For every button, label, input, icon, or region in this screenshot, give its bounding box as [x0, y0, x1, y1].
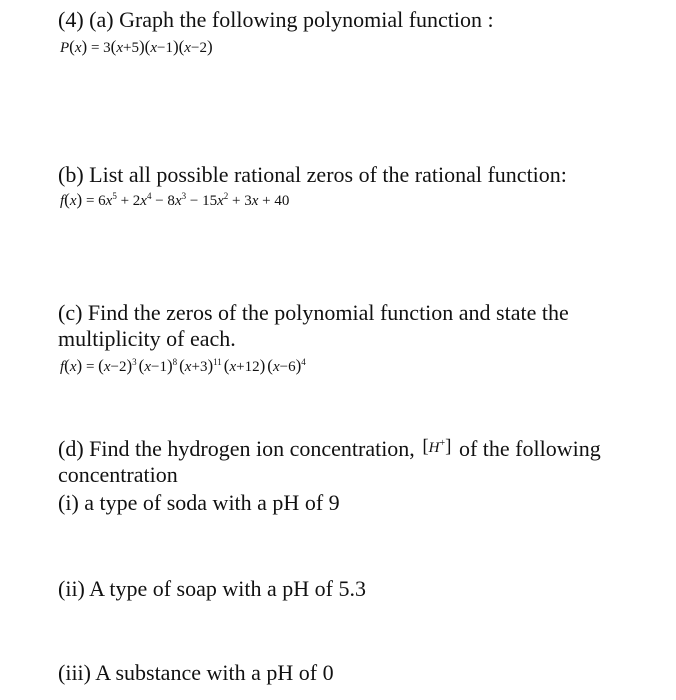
factor: $(x-6)^4$ [267, 356, 306, 375]
variable: x [74, 40, 82, 56]
func-name: f [60, 193, 65, 209]
part-b-heading: (b) List all possible rational zeros of the rational function: [58, 162, 567, 187]
constant-sign: + [262, 193, 271, 209]
part-b-equation: $f(x) = 6x^5 + 2x^4 - 8x^3 - 15x^2 + 3x + 40$ [60, 190, 290, 209]
func-name: P [60, 40, 70, 56]
factor: $(x-1)^8$ [138, 356, 178, 375]
part-a-heading: (4) (a) Graph the following polynomial function : [58, 7, 494, 32]
constant: 40 [274, 193, 290, 209]
term: + 3x [228, 193, 259, 209]
func-name: f [60, 359, 65, 375]
factor: (x+5) [110, 37, 145, 56]
part-d-item-ii: (ii) A type of soap with a pH of 5.3 [58, 576, 366, 601]
term: $6x^5$ [98, 191, 117, 209]
factor-list [98, 356, 308, 375]
factor: $(x-2)^3$ [98, 356, 137, 375]
term-list [98, 193, 258, 209]
factor-list [110, 37, 213, 56]
part-d-item-i: (i) a type of soda with a pH of 9 [58, 490, 340, 515]
factor: (x−2) [178, 37, 213, 56]
term: − $15x^2$ [186, 191, 229, 209]
part-a-equation: P(x) = 3(x+5)(x−1)(x−2) [60, 37, 213, 56]
factor: (x−1) [144, 37, 179, 56]
part-d-item-iii: (iii) A substance with a pH of 0 [58, 660, 334, 685]
factor: $(x+3)^{11}$ [179, 356, 222, 375]
part-d-heading-line2: concentration [58, 462, 178, 487]
part-d-heading-suffix: of the following [458, 436, 601, 461]
part-d-heading-line1 [58, 434, 601, 462]
coefficient: 3 [103, 40, 111, 56]
term: + $2x^4$ [116, 191, 152, 209]
part-c-heading-line1: (c) Find the zeros of the polynomial function and state the [58, 300, 569, 325]
variable: x [69, 359, 77, 375]
term: − $8x^3$ [151, 191, 187, 209]
variable: x [69, 193, 77, 209]
hydrogen-ion-symbol: [H+] [422, 436, 452, 457]
part-c-heading-line2: multiplicity of each. [58, 326, 236, 351]
factor: (x+12) [223, 356, 266, 375]
part-c-equation: $f(x) = (x-2)^3$ $(x-1)^8$ $(x+3)^{11}$ (x+12) $(x-6)^4$ [60, 356, 306, 375]
part-d-heading-prefix: (d) Find the hydrogen ion concentration, [58, 436, 415, 461]
